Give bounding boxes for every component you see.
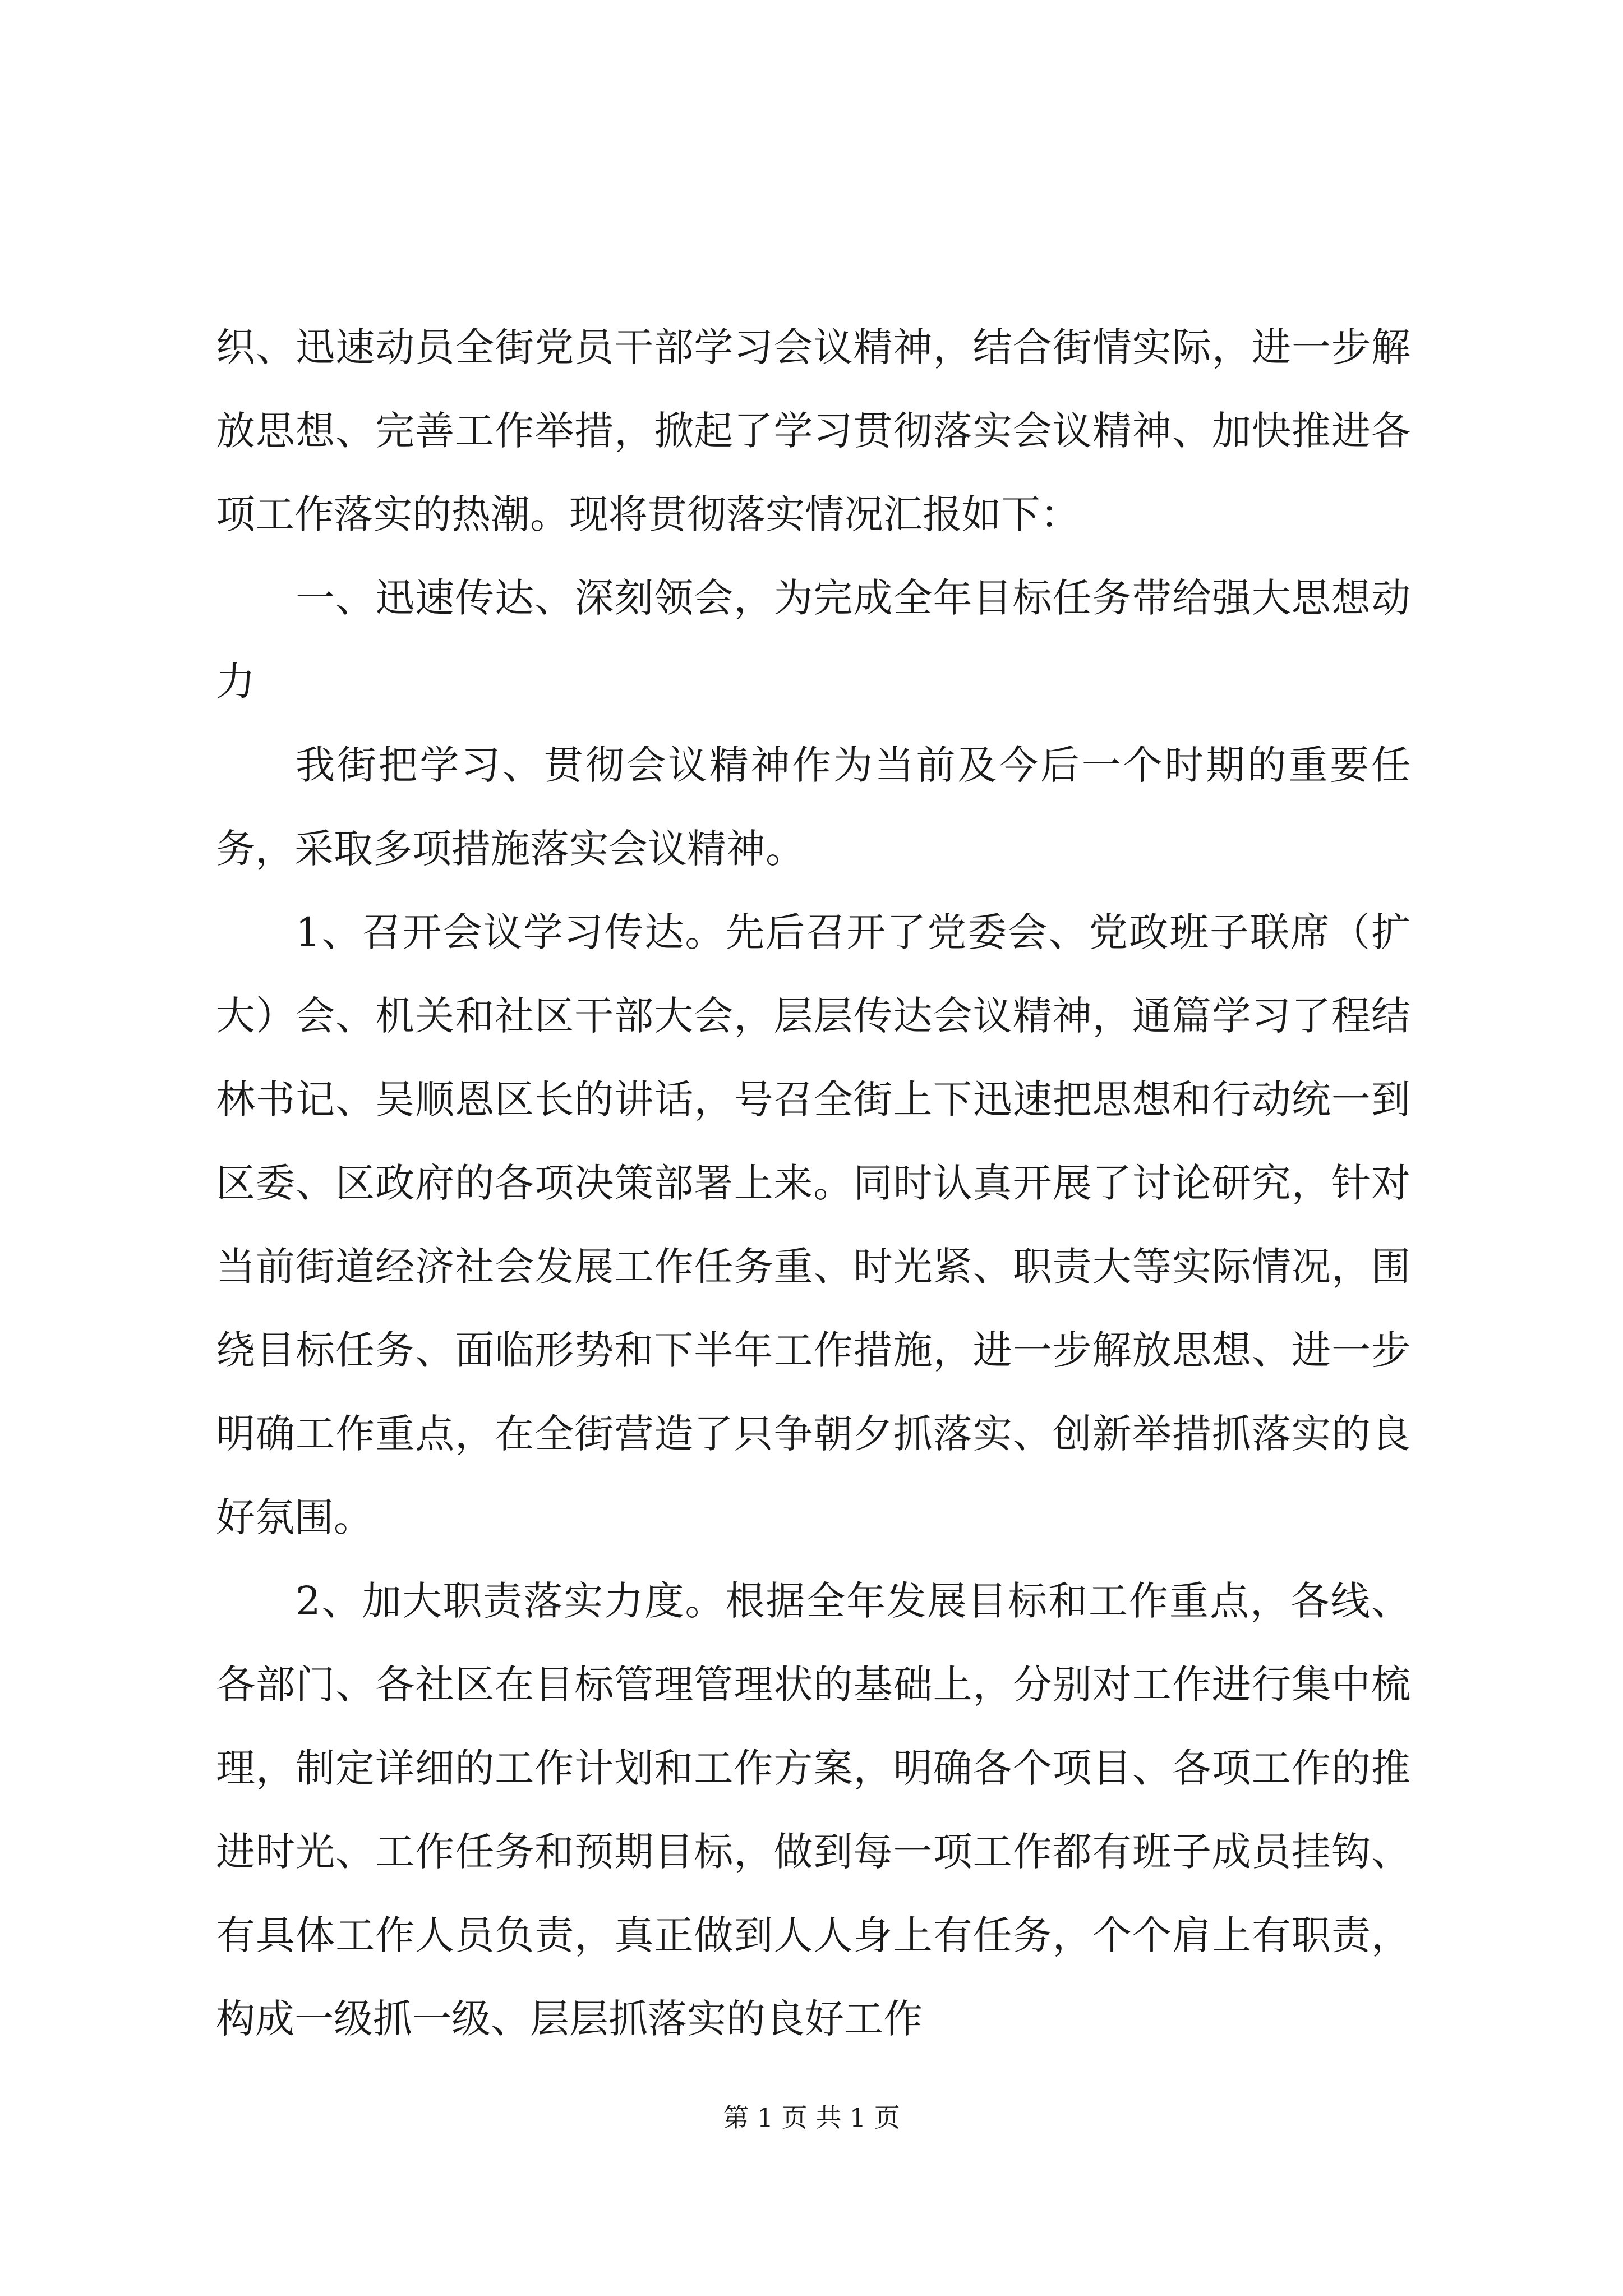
document-body — [216, 306, 1410, 2061]
paragraph-4: 1、召开会议学习传达。先后召开了党委会、党政班子联席（扩大）会、机关和社区干部大会，层层传达会议精神，通篇学习了程结林书记、吴顺恩区长的讲话，号召全街上下迅速把思想和行动统一到区委、区政府的各项决策部署上来。同时认真开展了讨论研究，针对当前街道经济社会发展工作任务重、时光紧、职责大等实际情况，围绕目标任务、面临形势和下半年工作措施，进一步解放思想、进一步明确工作重点，在全街营造了只争朝夕抓落实、创新举措抓落实的良好氛围。 — [216, 909, 1410, 1540]
paragraph-3: 我街把学习、贯彻会议精神作为当前及今后一个时期的重要任务，采取多项措施落实会议精神。 — [216, 742, 1410, 872]
page-footer: 第 1 页 共 1 页 — [723, 2102, 900, 2133]
paragraph-5: 2、加大职责落实力度。根据全年发展目标和工作重点，各线、各部门、各社区在目标管理管理状的基础上，分别对工作进行集中梳理，制定详细的工作计划和工作方案，明确各个项目、各项工作的推进时光、工作任务和预期目标，做到每一项工作都有班子成员挂钩、有具体工作人员负责，真正做到人人身上有任务，个个肩上有职责，构成一级抓一级、层层抓落实的良好工作 — [216, 1578, 1410, 2042]
paragraph-2-heading: 一、迅速传达、深刻领会，为完成全年目标任务带给强大思想动力 — [216, 575, 1410, 705]
paragraph-1: 织、迅速动员全街党员干部学习会议精神，结合街情实际，进一步解放思想、完善工作举措，掀起了学习贯彻落实会议精神、加快推进各项工作落实的热潮。现将贯彻落实情况汇报如下： — [216, 324, 1410, 537]
